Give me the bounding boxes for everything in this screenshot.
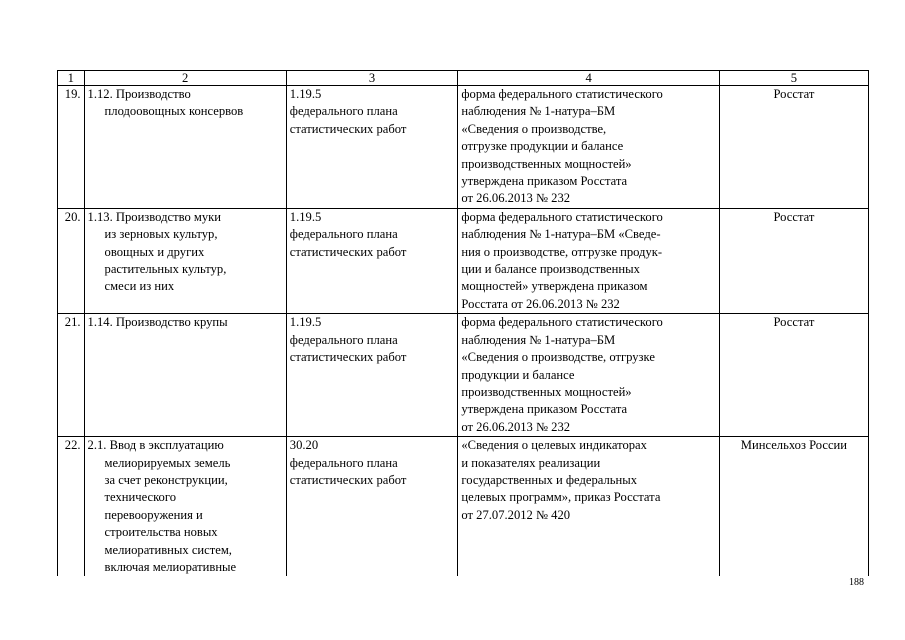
plan-item-cell <box>286 86 458 209</box>
table-row <box>58 208 869 313</box>
indicator-name-line: технического <box>104 490 177 505</box>
indicator-name-line: строительства новых <box>104 525 218 540</box>
indicator-name-line: плодоовощных консервов <box>104 104 244 119</box>
page-number: 188 <box>849 577 864 588</box>
row-number: 21. <box>58 314 85 437</box>
source-form-line: ния о производстве, отгрузке продук- <box>461 244 663 259</box>
plan-item-line: статистических работ <box>289 350 407 365</box>
source-form-line: форма федерального статистического <box>461 87 663 101</box>
source-form-cell <box>458 208 719 313</box>
table-row <box>58 86 869 209</box>
responsible-org: Росстат <box>719 86 868 209</box>
indicator-name-line: растительных культур, <box>104 262 227 277</box>
source-form-line: целевых программ», приказ Росстата <box>461 490 661 505</box>
plan-item-line: статистических работ <box>289 244 407 259</box>
indicator-name-line: смеси из них <box>104 279 175 294</box>
indicator-name-line: из зерновых культур, <box>104 227 218 242</box>
row-number: 22. <box>58 437 85 577</box>
source-form-line: мощностей» утверждена приказом <box>461 279 648 294</box>
responsible-org: Росстат <box>719 314 868 437</box>
plan-item-line: федерального плана <box>289 104 398 119</box>
column-header: 3 <box>286 71 458 86</box>
row-number: 19. <box>58 86 85 209</box>
statistics-table <box>57 70 869 576</box>
plan-item-line: статистических работ <box>289 121 407 136</box>
plan-item-line: федерального плана <box>289 455 398 470</box>
indicator-name-cell <box>84 86 286 209</box>
source-form-line: производственных мощностей» <box>461 384 632 399</box>
source-form-line: отгрузке продукции и балансе <box>461 139 624 154</box>
column-header: 2 <box>84 71 286 86</box>
indicator-name-line: 1.13. Производство муки <box>87 209 222 224</box>
source-form-line: «Сведения о целевых индикаторах <box>461 438 647 453</box>
column-header: 1 <box>58 71 85 86</box>
indicator-name-line: мелиоративных систем, <box>104 542 232 557</box>
indicator-name-line: перевооружения и <box>104 507 203 522</box>
indicator-name-cell <box>84 437 286 577</box>
plan-item-line: 30.20 <box>289 438 319 453</box>
source-form-line: от 26.06.2013 № 232 <box>461 419 571 434</box>
indicator-name-line: 1.14. Производство крупы <box>87 315 228 330</box>
source-form-line: «Сведения о производстве, отгрузке <box>461 350 655 365</box>
source-form-cell <box>458 437 719 577</box>
plan-item-line: 1.19.5 <box>289 87 322 101</box>
source-form-line: форма федерального статистического <box>461 209 663 224</box>
plan-item-cell <box>286 437 458 577</box>
source-form-line: от 26.06.2013 № 232 <box>461 191 571 206</box>
indicator-name-line: овощных и других <box>104 244 205 259</box>
source-form-line: форма федерального статистического <box>461 315 663 330</box>
responsible-org: Минсельхоз России <box>719 437 868 577</box>
responsible-org: Росстат <box>719 208 868 313</box>
plan-item-line: федерального плана <box>289 227 398 242</box>
plan-item-cell <box>286 314 458 437</box>
source-form-line: «Сведения о производстве, <box>461 121 607 136</box>
table-header-row <box>58 71 869 86</box>
plan-item-line: 1.19.5 <box>289 315 322 330</box>
indicator-name-line: включая мелиоративные <box>104 559 237 574</box>
plan-item-line: 1.19.5 <box>289 209 322 224</box>
source-form-line: утверждена приказом Росстата <box>461 174 628 189</box>
row-number: 20. <box>58 208 85 313</box>
source-form-line: ции и балансе производственных <box>461 262 640 277</box>
indicator-name-line: 1.12. Производство <box>87 87 191 101</box>
plan-item-line: федерального плана <box>289 332 398 347</box>
source-form-cell <box>458 86 719 209</box>
source-form-line: производственных мощностей» <box>461 156 632 171</box>
plan-item-cell <box>286 208 458 313</box>
indicator-name-cell <box>84 314 286 437</box>
source-form-line: от 27.07.2012 № 420 <box>461 507 571 522</box>
table-row <box>58 314 869 437</box>
source-form-line: наблюдения № 1-натура–БМ <box>461 104 616 119</box>
source-form-line: продукции и балансе <box>461 367 575 382</box>
source-form-line: утверждена приказом Росстата <box>461 402 628 417</box>
indicator-name-line: за счет реконструкции, <box>104 472 228 487</box>
source-form-line: государственных и федеральных <box>461 472 637 487</box>
source-form-line: наблюдения № 1-натура–БМ <box>461 332 616 347</box>
plan-item-line: статистических работ <box>289 472 407 487</box>
table-row <box>58 437 869 577</box>
source-form-line: наблюдения № 1-натура–БМ «Сведе- <box>461 227 661 242</box>
source-form-cell <box>458 314 719 437</box>
source-form-line: и показателях реализации <box>461 455 601 470</box>
indicator-name-cell <box>84 208 286 313</box>
column-header: 5 <box>719 71 868 86</box>
indicator-name-line: мелиорируемых земель <box>104 455 231 470</box>
indicator-name-line: 2.1. Ввод в эксплуатацию <box>87 438 224 453</box>
source-form-line: Росстата от 26.06.2013 № 232 <box>461 296 620 311</box>
column-header: 4 <box>458 71 719 86</box>
